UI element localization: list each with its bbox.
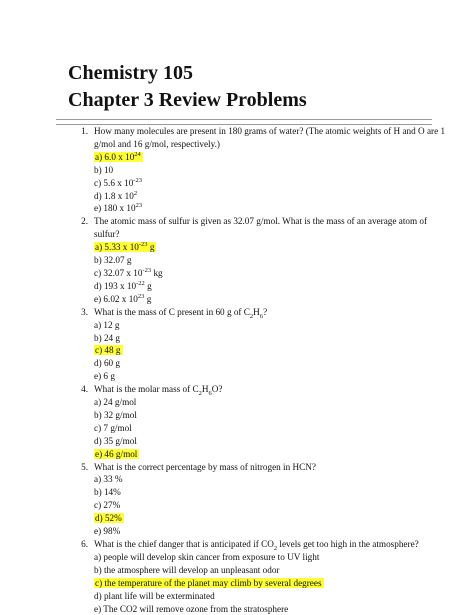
option-4a: a) 24 g/mol xyxy=(94,397,137,408)
option-3c xyxy=(68,344,448,357)
answer-highlight: a) 5.33 x $10^{-23}$ g xyxy=(95,241,155,253)
option-6a: a) people will develop skin cancer from exposure to UV light xyxy=(94,551,320,562)
answer-highlight: c) the temperature of the planet may climb by several degrees xyxy=(95,577,322,588)
option-2a xyxy=(68,241,448,254)
answer-highlight: e) 46 g/mol xyxy=(95,448,138,459)
question-text: The atomic mass of sulfur is given as 32.07 g/mol. What is the mass of an average atom of sulfur? xyxy=(94,216,428,240)
question-5 xyxy=(68,461,448,474)
option-3b: b) 24 g xyxy=(94,332,121,343)
option-1a xyxy=(68,151,448,164)
option-2d: d) 193 x $10^{-22}$ g xyxy=(94,279,152,291)
option-1b: b) 10 xyxy=(94,164,114,175)
option-3d: d) 60 g xyxy=(94,358,121,369)
question-text: What is the chief danger that is anticipated if $CO_2$ levels get too high in the atmosphere? xyxy=(94,539,419,552)
question-text: What is the molar mass of $C_2H_6O$? xyxy=(94,384,223,397)
answer-highlight: d) 52% xyxy=(95,513,122,524)
option-4c: c) 7 g/mol xyxy=(94,422,132,433)
question-number: 5. xyxy=(81,461,88,472)
question-list xyxy=(68,125,448,615)
question-6 xyxy=(68,538,448,551)
option-3e: e) 6 g xyxy=(94,371,115,382)
option-5e: e) 98% xyxy=(94,526,121,537)
question-number: 4. xyxy=(81,384,88,395)
option-2b: b) 32.07 g xyxy=(94,255,132,266)
option-5c: c) 27% xyxy=(94,500,121,511)
question-2 xyxy=(68,215,448,241)
option-1d: d) 1.8 x $10^2$ xyxy=(94,189,138,201)
option-4e xyxy=(68,448,448,461)
question-number: 6. xyxy=(81,539,88,549)
question-3 xyxy=(68,306,448,319)
option-1e: e) 180 x $10^{23}$ xyxy=(94,202,143,214)
question-4 xyxy=(68,383,448,396)
question-number: 3. xyxy=(81,306,88,317)
course-title: Chemistry 105 xyxy=(68,62,193,84)
option-6e: e) The CO2 will remove ozone from the stratosphere xyxy=(94,603,289,614)
option-6d: d) plant life will be exterminated xyxy=(94,590,215,601)
option-5b: b) 14% xyxy=(94,487,121,498)
question-number: 2. xyxy=(81,216,88,227)
option-5d xyxy=(68,512,448,525)
option-6c xyxy=(68,577,448,590)
answer-highlight: a) 6.0 x $10^{24}$ xyxy=(95,150,141,162)
option-2e: e) 6.02 x $10^{23}$ g xyxy=(94,292,152,304)
option-2c: c) 32.07 x $10^{-23}$ kg xyxy=(94,266,163,278)
option-3a: a) 12 g xyxy=(94,319,120,330)
question-number: 1. xyxy=(81,126,88,136)
option-4b: b) 32 g/mol xyxy=(94,409,137,420)
option-5a: a) 33 % xyxy=(94,474,123,485)
question-text: How many molecules are present in 180 grams of water? (The atomic weights of H and O are 1 g/mol and 16 g/mol, respectively.) xyxy=(94,126,446,149)
option-6b: b) the atmosphere will develop an unpleasant odor xyxy=(94,564,280,575)
chapter-title: Chapter 3 Review Problems xyxy=(68,89,307,111)
question-1 xyxy=(68,125,448,151)
question-text: What is the mass of C present in 60 g of $C_2H_6$? xyxy=(94,306,268,320)
answer-highlight: c) 48 g xyxy=(95,345,121,356)
question-text: What is the correct percentage by mass of nitrogen in HCN? xyxy=(94,461,316,472)
option-4d: d) 35 g/mol xyxy=(94,435,137,446)
option-1c: c) 5.6 x $10^{-23}$ xyxy=(94,176,142,188)
